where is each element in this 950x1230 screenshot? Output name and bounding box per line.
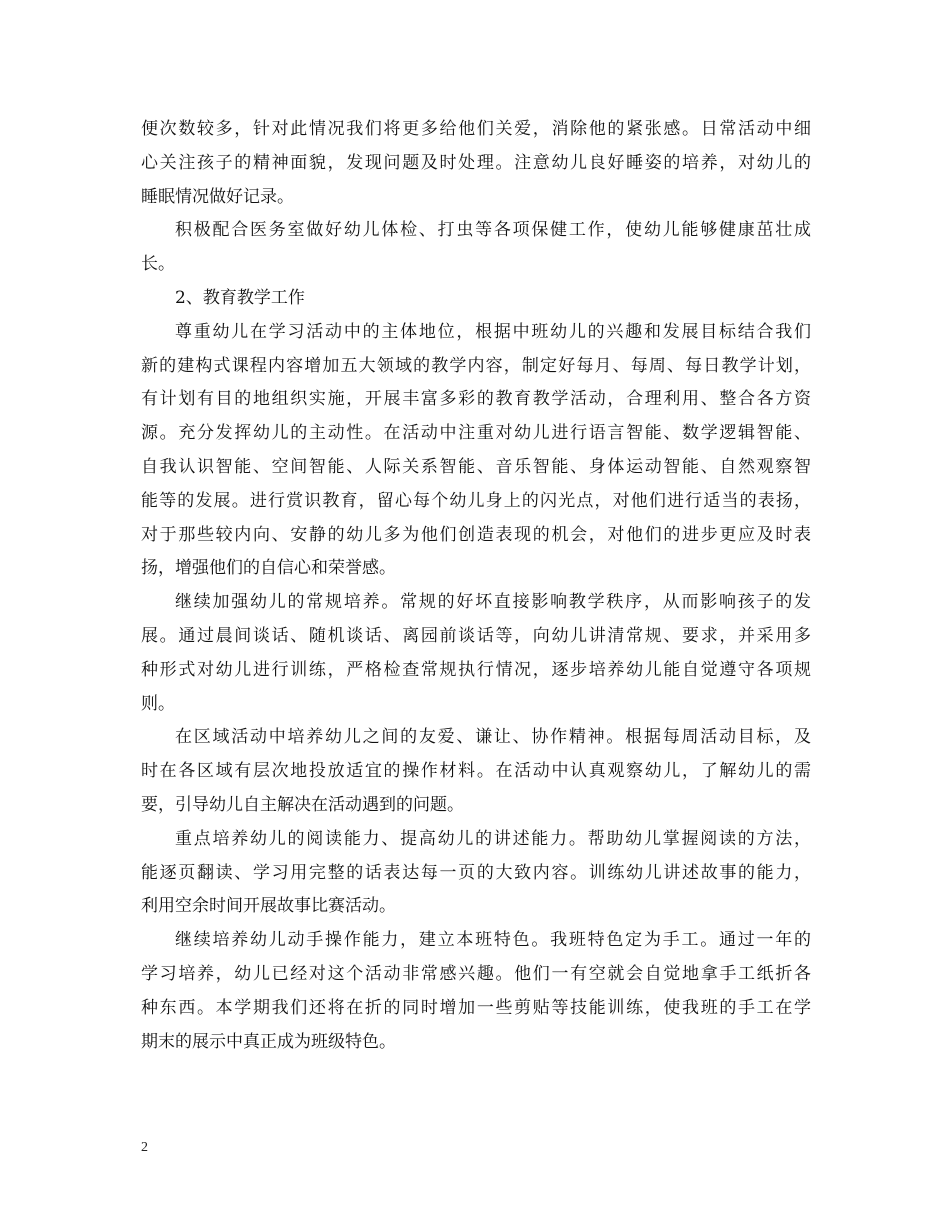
text-line: 扬，增强他们的自信心和荣誉感。: [141, 558, 396, 579]
text-line: 能逐页翻读、学习用完整的话表达每一页的大致内容。训练幼儿讲述故事的能力，: [141, 862, 811, 883]
text-line: 新的建构式课程内容增加五大领域的教学内容，制定好每月、每周、每日教学计划，: [141, 355, 811, 376]
document-body: [141, 113, 811, 1059]
text-line: 尊重幼儿在学习活动中的主体地位，根据中班幼儿的兴趣和发展目标结合我们: [175, 321, 811, 342]
section-heading: 2、教育教学工作: [175, 287, 305, 308]
text-line: 源。充分发挥幼儿的主动性。在活动中注重对幼儿进行语言智能、数学逻辑智能、: [141, 423, 811, 444]
text-line: 种东西。本学期我们还将在折的同时增加一些剪贴等技能训练，使我班的手工在学: [141, 997, 811, 1018]
text-line: 则。: [141, 693, 175, 714]
text-line: 学习培养，幼儿已经对这个活动非常感兴趣。他们一有空就会自觉地拿手工纸折各: [141, 963, 811, 984]
text-line: 要，引导幼儿自主解决在活动遇到的问题。: [141, 794, 464, 815]
text-line: 期末的展示中真正成为班级特色。: [141, 1031, 396, 1052]
text-line: 种形式对幼儿进行训练，严格检查常规执行情况，逐步培养幼儿能自觉遵守各项规: [141, 659, 811, 680]
text-line: 便次数较多，针对此情况我们将更多给他们关爱，消除他的紧张感。日常活动中细: [141, 119, 811, 139]
text-line: 自我认识智能、空间智能、人际关系智能、音乐智能、身体运动智能、自然观察智: [141, 456, 811, 477]
text-line: 能等的发展。进行赏识教育，留心每个幼儿身上的闪光点，对他们进行适当的表扬，: [141, 490, 811, 511]
text-line: 睡眠情况做好记录。: [141, 186, 294, 207]
text-line: 展。通过晨间谈话、随机谈话、离园前谈话等，向幼儿讲清常规、要求，并采用多: [141, 625, 811, 646]
page-number: 2: [141, 1140, 148, 1155]
text-line: 有计划有目的地组织实施，开展丰富多彩的教育教学活动，合理利用、整合各方资: [141, 389, 811, 410]
text-line: 对于那些较内向、安静的幼儿多为他们创造表现的机会，对他们的进步更应及时表: [141, 524, 811, 545]
text-line: 继续加强幼儿的常规培养。常规的好坏直接影响教学秩序，从而影响孩子的发: [175, 592, 811, 613]
text-line: 心关注孩子的精神面貌，发现问题及时处理。注意幼儿良好睡姿的培养，对幼儿的: [141, 152, 811, 173]
text-line: 时在各区域有层次地投放适宜的操作材料。在活动中认真观察幼儿，了解幼儿的需: [141, 761, 811, 782]
text-line: 在区域活动中培养幼儿之间的友爱、谦让、协作精神。根据每周活动目标，及: [175, 727, 811, 748]
text-line: 长。: [141, 254, 175, 275]
text-line: 积极配合医务室做好幼儿体检、打虫等各项保健工作，使幼儿能够健康茁壮成: [175, 220, 811, 241]
text-line: 重点培养幼儿的阅读能力、提高幼儿的讲述能力。帮助幼儿掌握阅读的方法，: [175, 828, 811, 849]
text-line: 继续培养幼儿动手操作能力，建立本班特色。我班特色定为手工。通过一年的: [175, 930, 811, 951]
text-line: 利用空余时间开展故事比赛活动。: [141, 896, 396, 917]
